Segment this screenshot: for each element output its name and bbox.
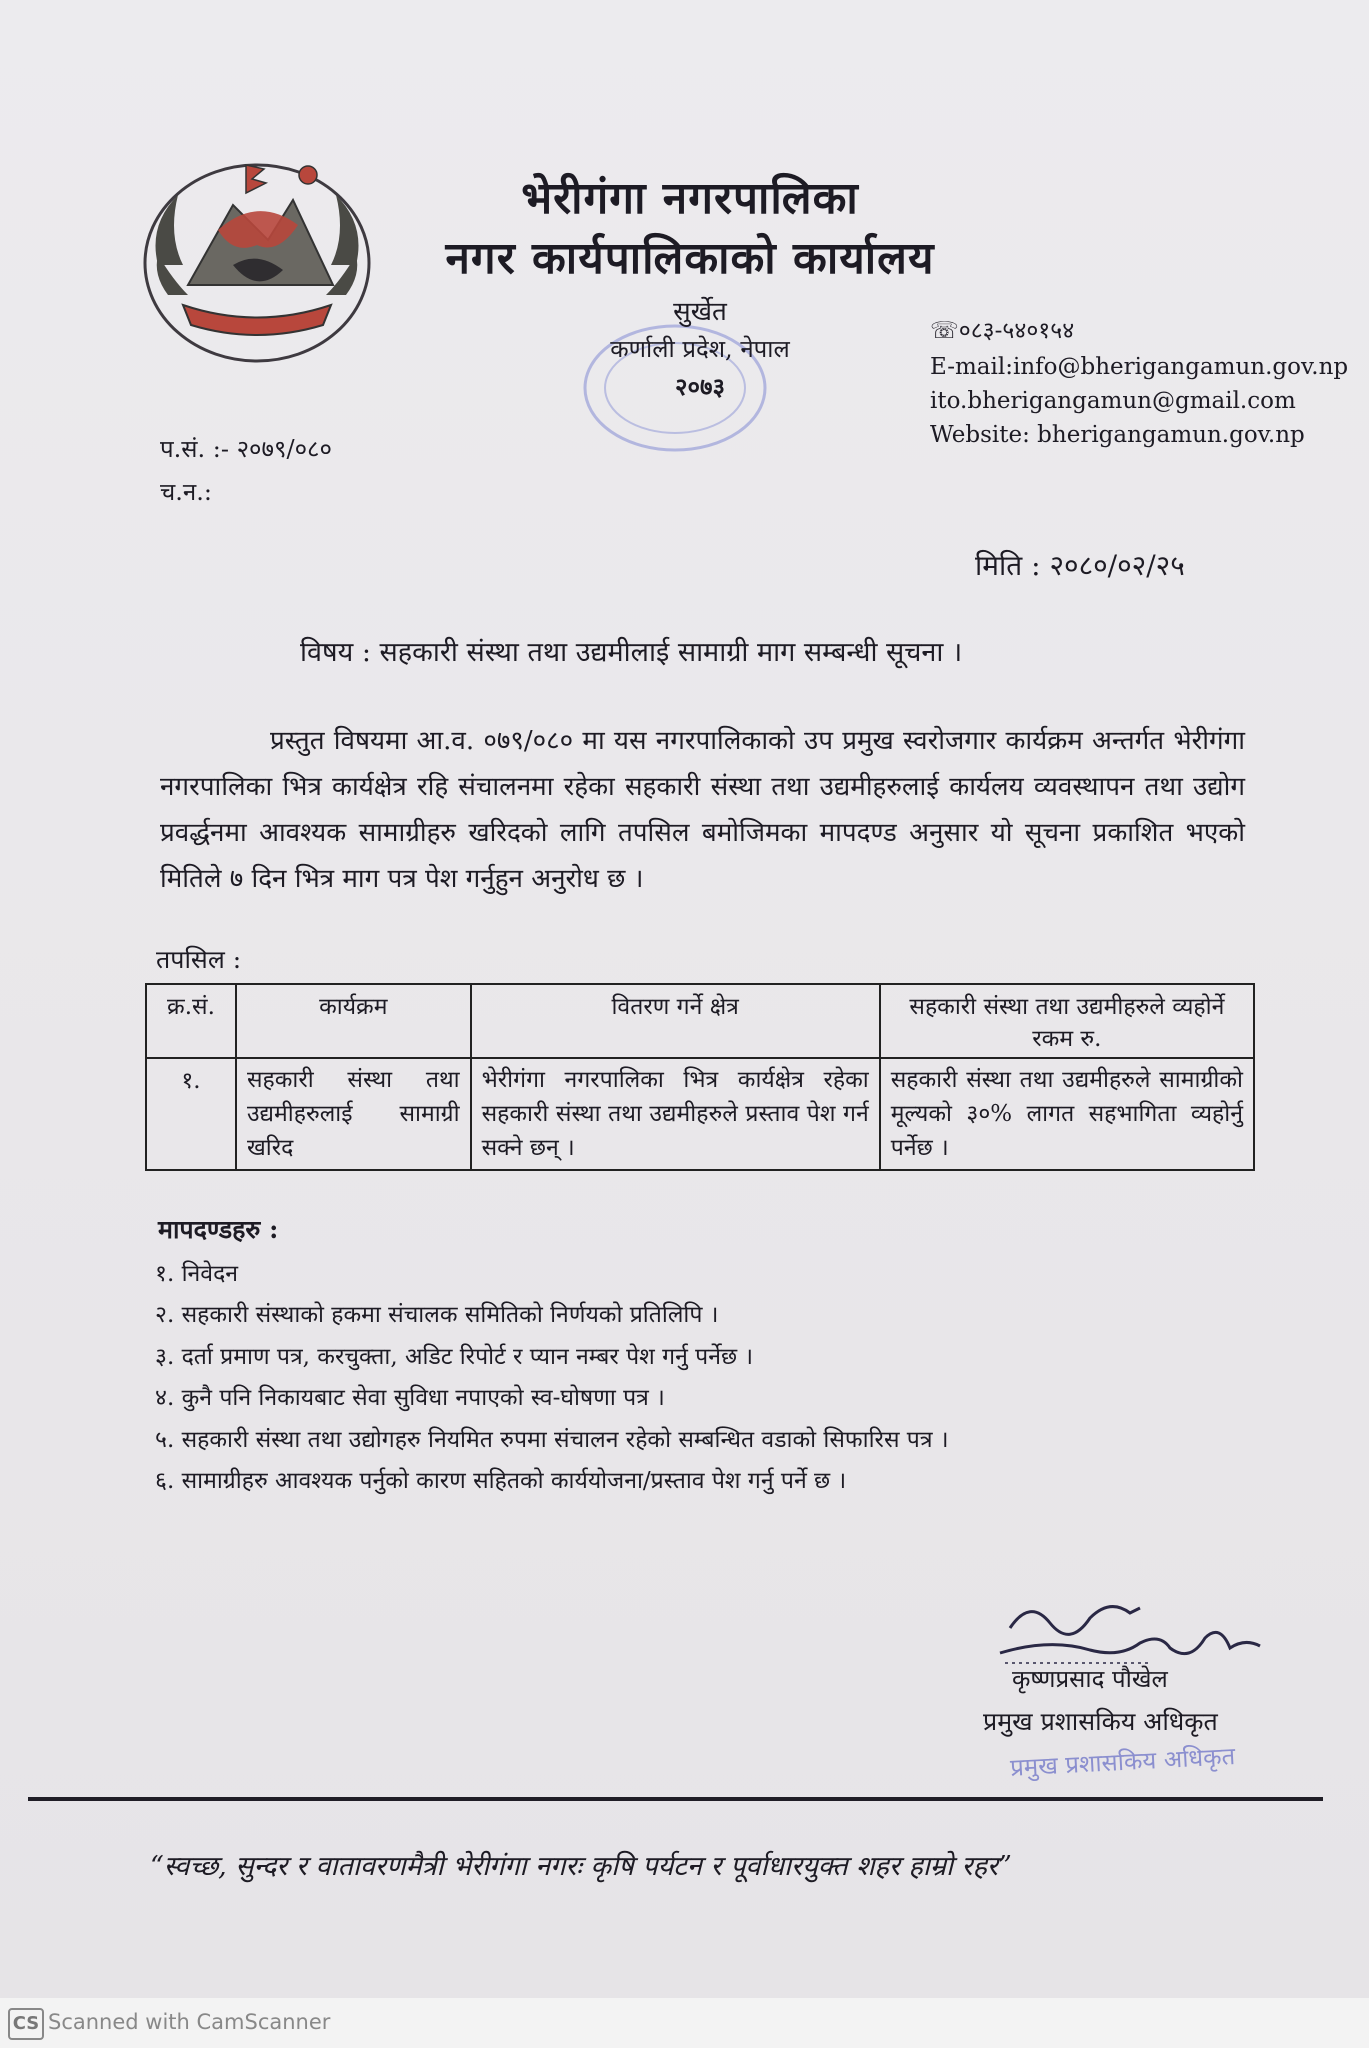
municipality-motto: “स्वच्छ, सुन्दर र वातावरणमैत्री भेरीगंगा नगरः कृषि पर्यटन र पूर्वाधारयुक्त शहर हाम्रो रहर”: [150, 1851, 1012, 1882]
scanner-watermark: Scanned with CamScanner: [48, 2010, 331, 2034]
letter-body: प्रस्तुत विषयमा आ.व. ०७९/०८० मा यस नगरपालिकाको उप प्रमुख स्वरोजगार कार्यक्रम अन्तर्गत भेरीगंगा नगरपालिका भित्र कार्यक्षेत्र रहि संचालनमा रहेका सहकारी संस्था तथा उद्यमीहरुलाई कार्यलय व्यवस्थापन तथा उद्योग प्रवर्द्धनमा आवश्यक सामाग्रीहरु खरिदको लागि तपसिल बमोजिमका मापदण्ड अनुसार यो सूचना प्रकाशित भएको मितिले ७ दिन भित्र माग पत्र पेश गर्नुहुन अनुरोध छ ।: [160, 726, 1245, 894]
criteria-heading: मापदण्डहरु :: [158, 1215, 279, 1244]
signatory-title: प्रमुख प्रशासकिय अधिकृत: [983, 1707, 1218, 1736]
signatory-stamp: प्रमुख प्रशासकिय अधिकृत: [1009, 1742, 1236, 1782]
details-label: तपसिल :: [156, 945, 242, 974]
office-name: नगर कार्यपालिकाको कार्यालय: [445, 233, 935, 284]
table-header-row: [146, 984, 1254, 1058]
contact-phone: ☏०८३-५४०१५४: [930, 318, 1075, 344]
location-province: कर्णाली प्रदेश, नेपाल: [610, 335, 790, 363]
letter-date: मिति : २०८०/०२/२५: [975, 549, 1185, 582]
contact-website: Website: bherigangamun.gov.np: [930, 422, 1305, 448]
established-year: २०७३: [675, 372, 725, 401]
contact-email: E-mail:info@bherigangamun.gov.np: [930, 354, 1349, 380]
org-name: भेरीगंगा नगरपालिका: [521, 173, 859, 224]
letter-subject: विषय : सहकारी संस्था तथा उद्यमीलाई सामाग्री माग सम्बन्धी सूचना ।: [300, 637, 963, 668]
table-header: क्र.सं.: [146, 984, 236, 1058]
dispatch-number: च.न.:: [160, 478, 212, 506]
table-cell: सहकारी संस्था तथा उद्यमीहरुले सामाग्रीको मूल्यको ३०% लागत सहभागिता व्यहोर्नु पर्नेछ ।: [880, 1058, 1254, 1170]
criteria-item: १. निवेदन: [155, 1261, 239, 1287]
criteria-item: ३. दर्ता प्रमाण पत्र, करचुक्ता, अडिट रिपोर्ट र प्यान नम्बर पेश गर्नु पर्नेछ ।: [155, 1344, 754, 1370]
table-cell: १.: [146, 1058, 236, 1170]
criteria-item: २. सहकारी संस्थाको हकमा संचालक समितिको निर्णयको प्रतिलिपि ।: [155, 1302, 719, 1328]
signatory-name: कृष्णप्रसाद पौखेल: [1012, 1665, 1168, 1693]
table-cell: सहकारी संस्था तथा उद्यमीहरुलाई सामाग्री खरिद: [236, 1058, 471, 1170]
table-header: सहकारी संस्था तथा उद्यमीहरुले व्यहोर्ने रकम रु.: [880, 984, 1254, 1058]
letter-number: प.सं. :- २०७९/०८०: [160, 435, 333, 463]
contact-email-secondary: ito.bherigangamun@gmail.com: [930, 388, 1296, 414]
camscanner-logo-icon: CS: [8, 2008, 44, 2040]
table-cell: भेरीगंगा नगरपालिका भित्र कार्यक्षेत्र रहेका सहकारी संस्था तथा उद्यमीहरुले प्रस्ताव पेश गर्न सक्ने छन् ।: [471, 1058, 880, 1170]
details-table: [145, 983, 1255, 1171]
location-city: सुर्खेत: [673, 297, 727, 327]
criteria-item: ४. कुनै पनि निकायबाट सेवा सुविधा नपाएको स्व-घोषणा पत्र ।: [155, 1385, 665, 1411]
nepal-emblem-icon: [138, 145, 376, 365]
criteria-item: ५. सहकारी संस्था तथा उद्योगहरु नियमित रुपमा संचालन रहेको सम्बन्धित वडाको सिफारिस पत्र ।: [155, 1427, 949, 1453]
table-row: [146, 1058, 1254, 1170]
criteria-item: ६. सामाग्रीहरु आवश्यक पर्नुको कारण सहितको कार्ययोजना/प्रस्ताव पेश गर्नु पर्ने छ ।: [155, 1468, 847, 1494]
footer-divider: [28, 1797, 1323, 1801]
table-header: कार्यक्रम: [236, 984, 471, 1058]
table-header: वितरण गर्ने क्षेत्र: [471, 984, 880, 1058]
